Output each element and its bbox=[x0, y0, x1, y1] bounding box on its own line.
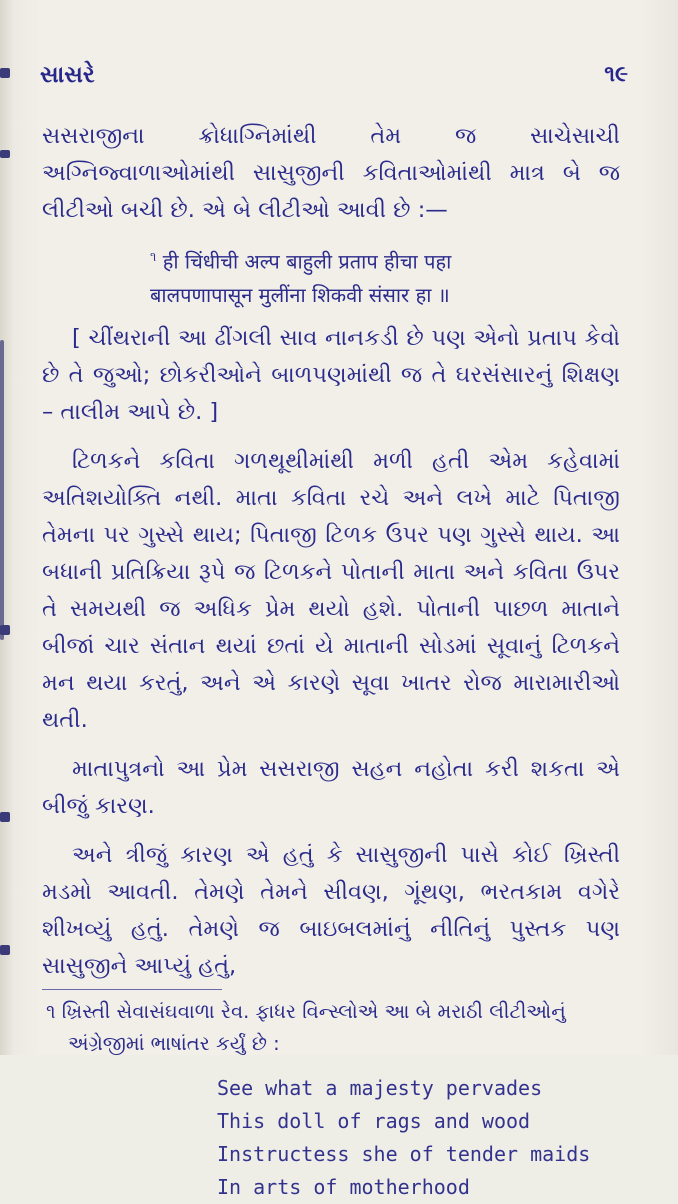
verse-line-2: बालपणापासून मुलींना शिकवी संसार हा ॥ bbox=[150, 282, 450, 307]
margin-mark bbox=[0, 68, 10, 78]
margin-mark bbox=[0, 340, 4, 640]
page-number: ૧૯ bbox=[604, 62, 628, 87]
translation-paragraph: [ ચીંથરાની આ ઢીંગલી સાવ નાનકડી છે પણ એનો પ્રતાપ કેવો છે તે જુઓ; છોકરીઓને બાળપણમાંથી જ તે ઘરસંસારનું શિક્ષણ – તાલીમ આપે છે. ] bbox=[42, 324, 620, 425]
english-verse-line: This doll of rags and wood bbox=[217, 1108, 531, 1133]
paragraph: માતાપુત્રનો આ પ્રેમ સસરાજી સહન નહોતા કરી શકતા એ બીજું કારણ. bbox=[42, 755, 620, 819]
page-body bbox=[42, 118, 620, 1204]
margin-mark bbox=[0, 150, 10, 158]
footnote-marker: ૧ bbox=[150, 250, 157, 265]
paragraph: અને ત્રીજું કારણ એ હતું કે સાસુજીની પાસે કોઈ ખ્રિસ્તી મડમો આવતી. તેમણે તેમને સીવણ, ગૂંથણ, ભરતકામ વગેરે શીખવ્યું હતું. તેમણે જ બાઇબલમાંનું નીતિનું પુસ્તક પણ સાસુજીને આપ્યું હતું, bbox=[42, 841, 620, 979]
margin-mark bbox=[0, 625, 10, 635]
english-verse-line: Instructess she of tender maids bbox=[217, 1141, 591, 1166]
running-head: સાસરે bbox=[40, 62, 95, 88]
margin-mark bbox=[0, 945, 10, 955]
english-verse bbox=[42, 1072, 620, 1204]
footnote-divider bbox=[42, 989, 222, 990]
footnote-line-1: ૧ ખ્રિસ્તી સેવાસંઘવાળા રેવ. ફાધર વિન્સ્લોએ આ બે મરાઠી લીટીઓનું bbox=[46, 999, 566, 1023]
page-header bbox=[40, 62, 628, 92]
paragraph: સસરાજીના ક્રોધાગ્નિમાંથી તેમ જ સાચેસાચી અગ્નિજ્વાળાઓમાંથી સાસુજીની કવિતાઓમાંથી માત્ર બે જ લીટીઓ બચી છે. એ બે લીટીઓ આવી છે :— bbox=[42, 123, 620, 223]
marathi-verse bbox=[42, 241, 620, 312]
footnote bbox=[42, 996, 620, 1060]
footnote-line-2: અંગ્રેજીમાં ભાષાંતર કર્યું છે : bbox=[68, 1031, 280, 1055]
paragraph: ટિળકને કવિતા ગળથૂથીમાંથી મળી હતી એમ કહેવામાં અતિશયોક્તિ નથી. માતા કવિતા રચે અને લખે માટે પિતાજી તેમના પર ગુસ્સે થાય; પિતાજી ટિળક ઉપર પણ ગુસ્સે થાય. આ બધાની પ્રતિક્રિયા રૂપે જ ટિળકને પોતાની માતા અને કવિતા ઉપર તે સમયથી જ અધિક પ્રેમ થયો હશે. પોતાની પાછળ માતાને બીજાં ચાર સંતાન થયાં છતાં યે માતાની સોડમાં સૂવાનું ટિળકને મન થયા કરતું, અને એ કારણે સૂવા ખાતર રોજ મારામારીઓ થતી. bbox=[42, 447, 620, 733]
verse-line-1: $^૧$ ही चिंधीची अल्प बाहुली प्रताप हीचा पहा bbox=[150, 249, 452, 274]
english-verse-line: In arts of motherhood bbox=[217, 1174, 470, 1199]
margin-mark bbox=[0, 812, 10, 822]
english-verse-line: See what a majesty pervades bbox=[217, 1075, 543, 1100]
